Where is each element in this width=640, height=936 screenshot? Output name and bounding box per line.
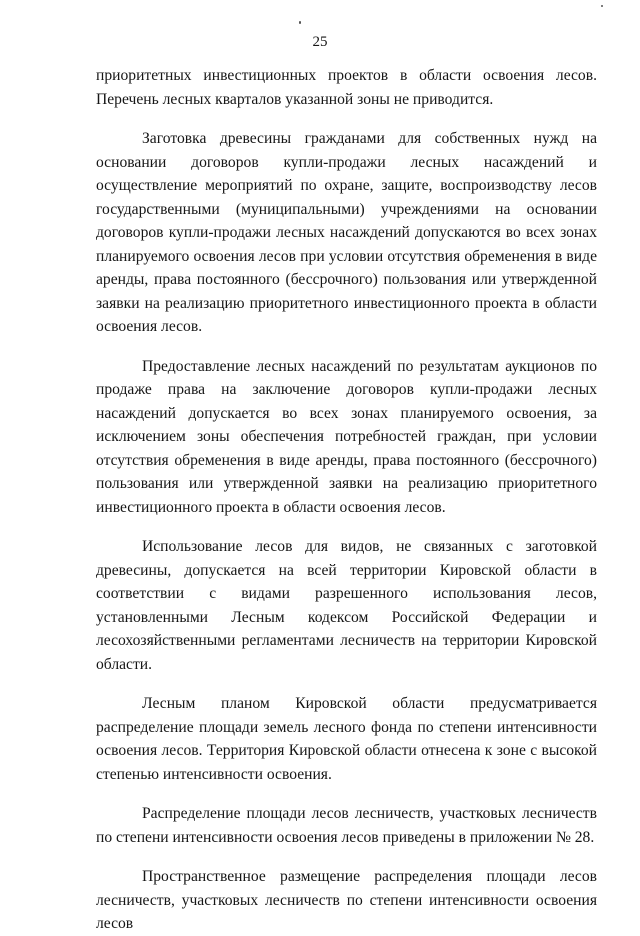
paragraph-forest-use: Использование лесов для видов, не связанных с заготовкой древесины, допускается на всей территории Кировской области в соответствии с видами разрешенного использования лесов, установленными Лесным кодексом Российской Федерации и лесохозяйственными регламентами лесничеств на территории Кировской области. [96,538,597,673]
paragraph-timber-harvesting: Заготовка древесины гражданами для собственных нужд на основании договоров купли-продажи лесных насаждений и осуществление мероприятий по охране, защите, воспроизводству лесов государственными (муниципальными) учреждениями на основании договоров купли-продажи лесных насаждений допускаются во всех зонах планируемого освоения лесов при условии отсутствия обременения в виде аренды, права постоянного (бессрочного) пользования или утвержденной заявки на реализацию приоритетного инвестиционного проекта в области освоения лесов. [96,130,597,335]
paragraph-continuation: приоритетных инвестиционных проектов в области освоения лесов. Перечень лесных кварталов указанной зоны не приводится. [96,67,597,108]
scan-speck [601,5,603,7]
scan-speck [299,21,301,24]
paragraph-spatial-placement: Пространственное размещение распределения площади лесов лесничеств, участковых лесничеств по степени интенсивности освоения лесов [96,868,597,932]
paragraph-distribution: Распределение площади лесов лесничеств, участковых лесничеств по степени интенсивности освоения лесов приведены в приложении № 28. [96,805,597,846]
body-text [96,64,597,936]
page-number: 25 [312,34,328,50]
paragraph-auctions: Предоставление лесных насаждений по результатам аукционов по продаже права на заключение договоров купли-продажи лесных насаждений допускается во всех зонах планируемого освоения, за исключением зоны обеспечения потребностей граждан, при условии отсутствия обременения в виде аренды, права постоянного (бессрочного) пользования или утвержденной заявки на реализацию приоритетного инвестиционного проекта в области освоения лесов. [96,357,597,516]
paragraph-forest-plan: Лесным планом Кировской области предусматривается распределение площади земель лесного фонда по степени интенсивности освоения лесов. Территория Кировской области отнесена к зоне с высокой степенью интенсивности освоения. [96,695,597,783]
